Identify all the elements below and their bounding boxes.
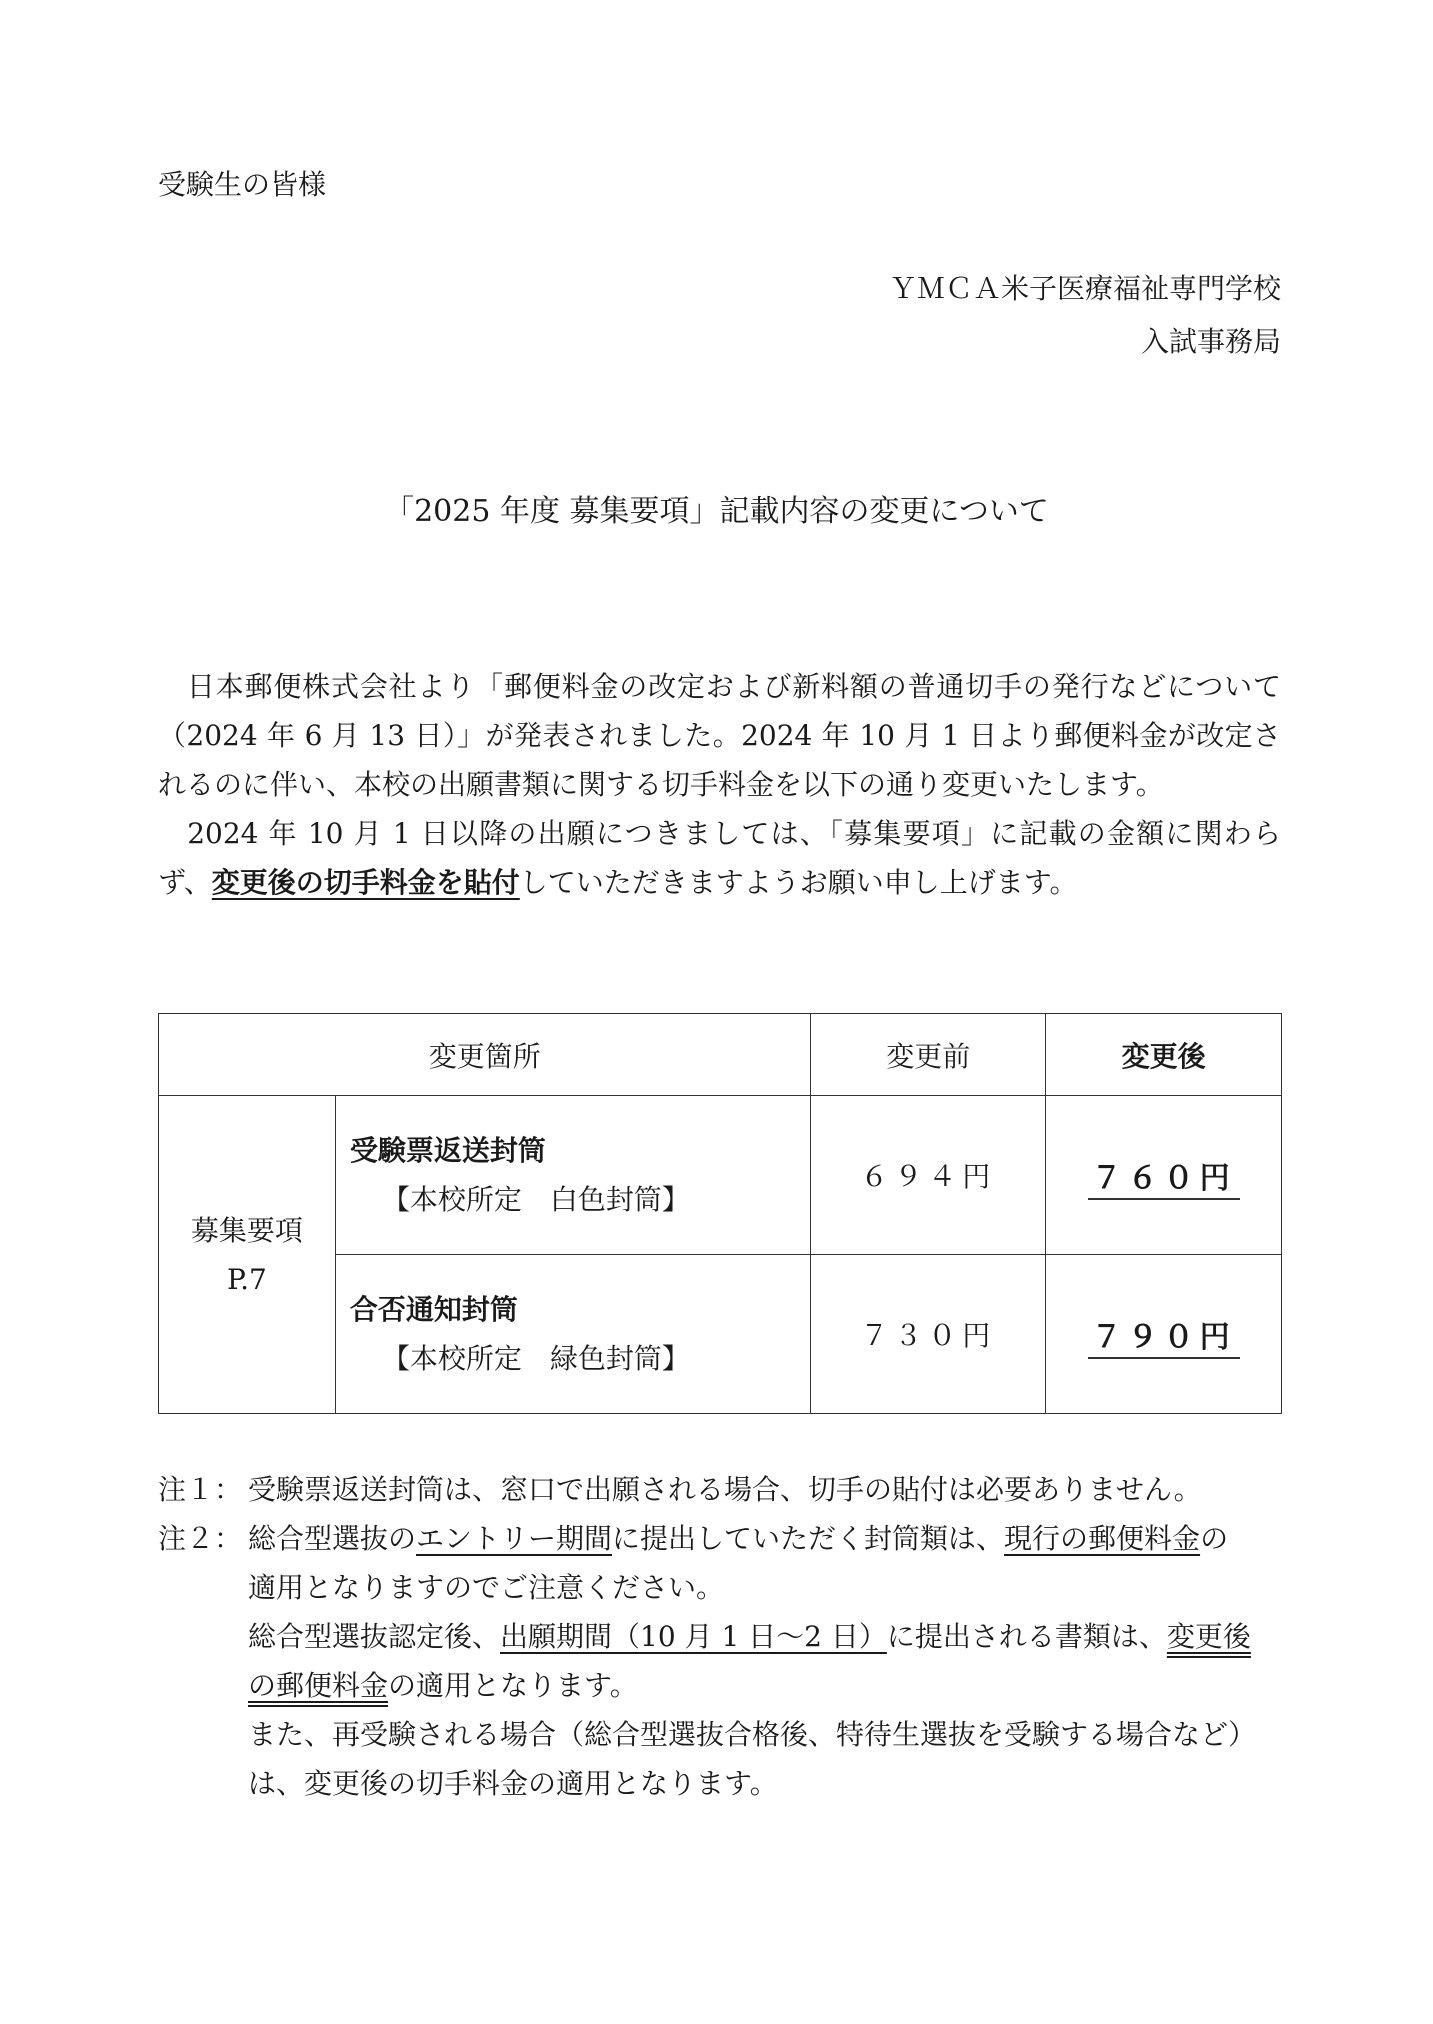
- after-price: ７６０円: [1088, 1161, 1240, 1200]
- body-paragraph-1: [158, 662, 1281, 809]
- note-2-line-5: また、再受験される場合（総合型選抜合格後、特待生選抜を受験する場合など）: [248, 1718, 1257, 1751]
- after-price-cell: [1046, 1255, 1282, 1414]
- note-2-after-change: 変更後: [1166, 1620, 1251, 1653]
- changes-table: [158, 1013, 1282, 1414]
- note-2-label: 注２：: [158, 1522, 243, 1555]
- item-cell: [335, 1096, 811, 1255]
- note-2-text: に提出していただく封筒類は、: [612, 1522, 1005, 1555]
- item-spec: 【本校所定 白色封筒】: [381, 1183, 690, 1216]
- note-2-application-period: 出願期間（10 月 1 日～2 日）: [500, 1620, 887, 1653]
- note-2-text: 総合型選抜認定後、: [248, 1620, 501, 1653]
- table-header-row: [159, 1014, 1282, 1096]
- note-2-line-4: [158, 1661, 1288, 1710]
- header-before: 変更前: [811, 1014, 1046, 1096]
- item-name: 受験票返送封筒: [349, 1134, 546, 1167]
- note-2-current-rate: 現行の郵便料金: [1004, 1522, 1201, 1555]
- note-2-text: の適用となります。: [388, 1669, 638, 1702]
- body-p1-text: 日本郵便株式会社より「郵便料金の改定および新料額の普通切手の発行などについて（2024 年 6 月 13 日）」が発表されました。2024 年 10 月 1 日より郵便料金が改定されるのに伴い、本校の出願書類に関する切手料金を以下の通り変更いたします。: [158, 670, 1281, 801]
- sender-school: ＹＭＣＡ米子医療福祉専門学校: [888, 272, 1281, 305]
- item-spec: 【本校所定 緑色封筒】: [381, 1342, 690, 1375]
- location-cell: [159, 1096, 336, 1414]
- note-2: [158, 1514, 1288, 1563]
- before-price: ６９４円: [811, 1096, 1046, 1255]
- after-price-cell: [1046, 1096, 1282, 1255]
- location-line-1: 募集要項: [190, 1213, 303, 1247]
- table-row: [159, 1096, 1282, 1255]
- body-p2-emphasis: 変更後の切手料金を貼付: [211, 866, 520, 899]
- header-after: 変更後: [1046, 1014, 1282, 1096]
- location-line-2: P.7: [226, 1262, 267, 1296]
- body-p2-text-1: 2024 年 10 月 1 日以降の出願につきましては、「募集要項」に記載の金額に関わらず、: [158, 817, 1281, 899]
- document-title: 「2025 年度 募集要項」記載内容の変更について: [384, 494, 1049, 529]
- addressee: 受験生の皆様: [158, 168, 327, 201]
- note-2-line-1: [248, 1514, 1228, 1563]
- header-location: 変更箇所: [159, 1014, 811, 1096]
- note-2-text: の: [1200, 1522, 1229, 1555]
- note-1-text: 受験票返送封筒は、窓口で出願される場合、切手の貼付は必要ありません。: [248, 1473, 1202, 1506]
- item-name: 合否通知封筒: [349, 1293, 518, 1326]
- body-text: [158, 662, 1281, 907]
- note-2-line-6: は、変更後の切手料金の適用となります。: [248, 1767, 778, 1800]
- note-1-label: 注１：: [158, 1473, 243, 1506]
- body-p2-text-2: していただきますようお願い申し上げます。: [519, 866, 1078, 899]
- after-price: ７９０円: [1088, 1320, 1240, 1359]
- note-2-line-2: 適用となりますのでご注意ください。: [248, 1571, 725, 1604]
- body-paragraph-2: [158, 809, 1281, 907]
- before-price: ７３０円: [811, 1255, 1046, 1414]
- note-2-entry-period: エントリー期間: [416, 1522, 613, 1555]
- notes: [158, 1465, 1288, 1808]
- note-2-text: 総合型選抜の: [248, 1522, 417, 1555]
- note-1: [158, 1465, 1288, 1514]
- sender-block: [889, 262, 1281, 368]
- note-2-text: に提出される書類は、: [886, 1620, 1167, 1653]
- note-2-postal-rate: の郵便料金: [248, 1669, 389, 1702]
- item-cell: [335, 1255, 811, 1414]
- note-2-line-3: [158, 1612, 1288, 1661]
- sender-office: 入試事務局: [1140, 325, 1281, 358]
